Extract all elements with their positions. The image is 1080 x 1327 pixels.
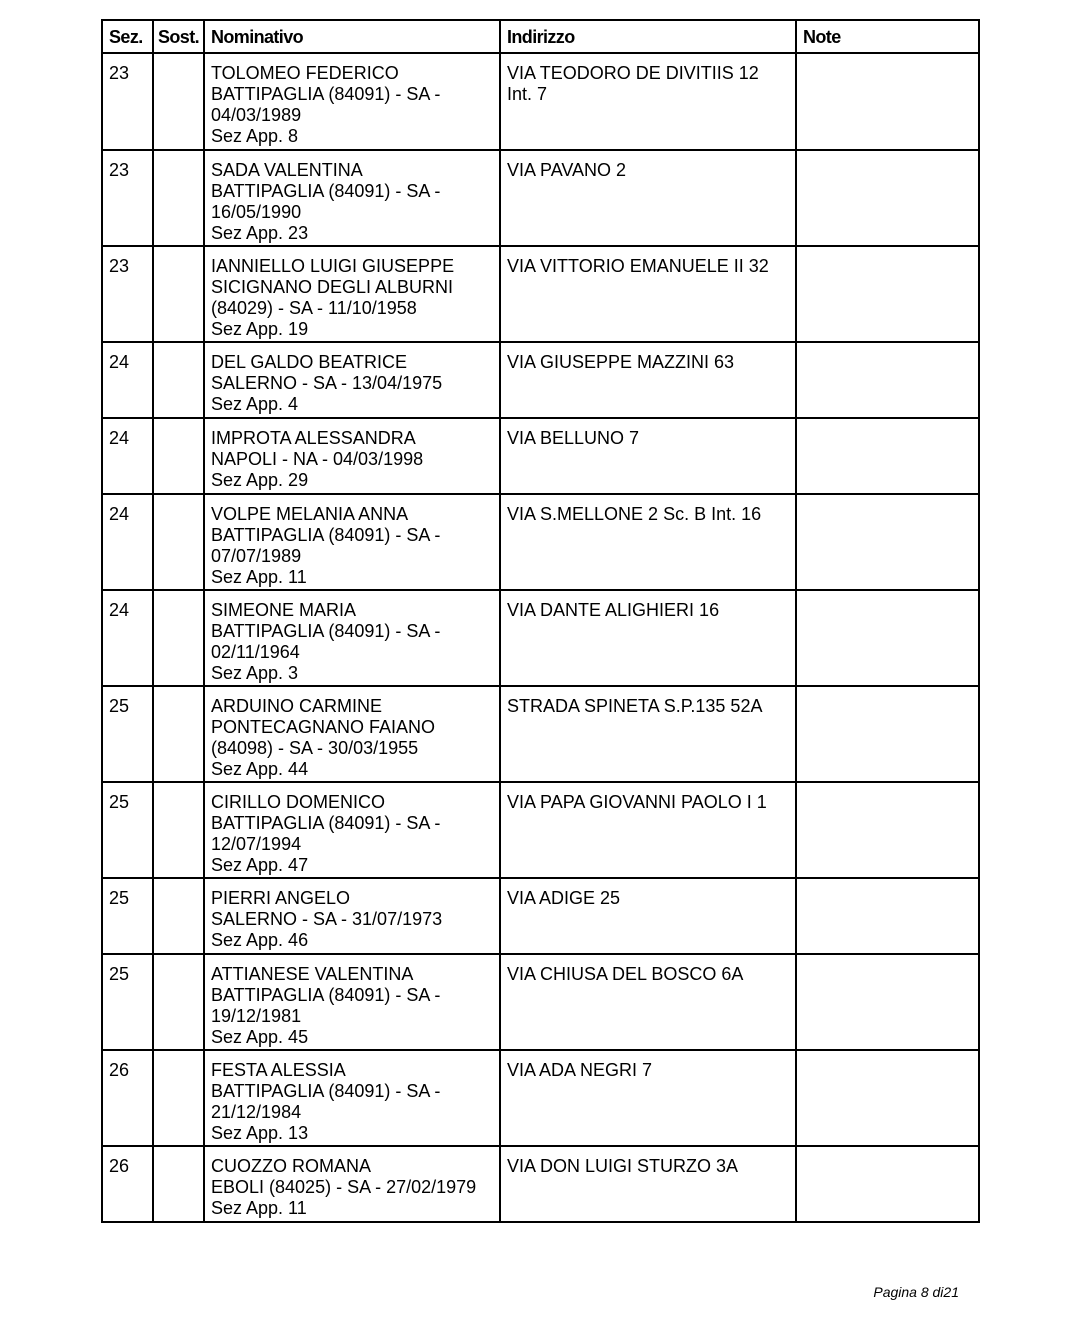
cell-sost [153, 342, 204, 418]
cell-indirizzo [500, 1146, 796, 1222]
cell-nominativo-line: CIRILLO DOMENICO [211, 792, 386, 812]
cell-nominativo [204, 590, 500, 686]
cell-nominativo-line: 21/12/1984 [211, 1102, 302, 1122]
cell-note [796, 1146, 979, 1222]
table-row [102, 494, 979, 590]
cell-sost [153, 150, 204, 246]
cell-note [796, 878, 979, 954]
cell-nominativo-line: VOLPE MELANIA ANNA [211, 504, 409, 524]
cell-sost [153, 878, 204, 954]
table-row [102, 1146, 979, 1222]
cell-nominativo-line: (84029) - SA - 11/10/1958 [211, 298, 417, 318]
cell-nominativo-line: Sez App. 13 [211, 1123, 309, 1143]
cell-note [796, 246, 979, 342]
table-row [102, 150, 979, 246]
table-row [102, 246, 979, 342]
cell-indirizzo [500, 246, 796, 342]
cell-note [796, 782, 979, 878]
cell-indirizzo-line: VIA PAPA GIOVANNI PAOLO I 1 [507, 792, 767, 812]
cell-indirizzo-line: VIA DANTE ALIGHIERI 16 [507, 600, 720, 620]
cell-nominativo-line: EBOLI (84025) - SA - 27/02/1979 [211, 1177, 477, 1197]
cell-nominativo-line: IANNIELLO LUIGI GIUSEPPE [211, 256, 455, 276]
cell-indirizzo [500, 150, 796, 246]
cell-note [796, 1050, 979, 1146]
table-row [102, 342, 979, 418]
cell-indirizzo [500, 590, 796, 686]
cell-sost [153, 686, 204, 782]
table-row [102, 878, 979, 954]
cell-sost [153, 246, 204, 342]
cell-nominativo-line: SIMEONE MARIA [211, 600, 357, 620]
cell-nominativo-line: DEL GALDO BEATRICE [211, 352, 408, 372]
cell-nominativo-line: IMPROTA ALESSANDRA [211, 428, 416, 448]
cell-nominativo-line: Sez App. 3 [211, 663, 299, 683]
cell-nominativo-line: Sez App. 4 [211, 394, 299, 414]
cell-note [796, 53, 979, 150]
header-note: Note [796, 20, 979, 53]
cell-nominativo [204, 1050, 500, 1146]
cell-nominativo-line: Sez App. 29 [211, 470, 309, 490]
voter-roster-table [101, 19, 980, 1223]
cell-nominativo [204, 342, 500, 418]
cell-nominativo-line: FESTA ALESSIA [211, 1060, 346, 1080]
cell-nominativo [204, 418, 500, 494]
cell-note [796, 686, 979, 782]
cell-sez: 26 [102, 1146, 153, 1222]
cell-nominativo-line: CUOZZO ROMANA [211, 1156, 371, 1176]
cell-nominativo-line: Sez App. 8 [211, 126, 299, 146]
table-row [102, 53, 979, 150]
cell-indirizzo-line: VIA CHIUSA DEL BOSCO 6A [507, 964, 744, 984]
cell-indirizzo [500, 342, 796, 418]
table-header [102, 20, 979, 53]
cell-nominativo-line: BATTIPAGLIA (84091) - SA - [211, 1081, 441, 1101]
cell-nominativo-line: Sez App. 46 [211, 930, 309, 950]
header-indirizzo: Indirizzo [500, 20, 796, 53]
table-row [102, 1050, 979, 1146]
cell-nominativo [204, 782, 500, 878]
cell-sez: 24 [102, 418, 153, 494]
cell-note [796, 590, 979, 686]
cell-nominativo-line: Sez App. 19 [211, 319, 309, 339]
cell-sost [153, 494, 204, 590]
cell-nominativo-line: SALERNO - SA - 31/07/1973 [211, 909, 443, 929]
cell-nominativo-line: Sez App. 11 [211, 567, 307, 587]
header-nominativo: Nominativo [204, 20, 500, 53]
cell-nominativo [204, 150, 500, 246]
cell-nominativo [204, 494, 500, 590]
table-row [102, 686, 979, 782]
cell-nominativo-line: TOLOMEO FEDERICO [211, 63, 399, 83]
cell-sez: 25 [102, 878, 153, 954]
cell-nominativo-line: SADA VALENTINA [211, 160, 363, 180]
cell-sez: 25 [102, 954, 153, 1050]
cell-indirizzo [500, 878, 796, 954]
header-sost: Sost. [153, 20, 204, 53]
header-row [102, 20, 979, 53]
cell-sost [153, 954, 204, 1050]
cell-nominativo-line: 19/12/1981 [211, 1006, 302, 1026]
cell-nominativo-line: NAPOLI - NA - 04/03/1998 [211, 449, 424, 469]
table-row [102, 954, 979, 1050]
cell-sez: 25 [102, 686, 153, 782]
cell-nominativo-line: Sez App. 11 [211, 1198, 307, 1218]
cell-nominativo-line: BATTIPAGLIA (84091) - SA - [211, 181, 441, 201]
cell-indirizzo-line: Int. 7 [507, 84, 548, 104]
cell-nominativo-line: ATTIANESE VALENTINA [211, 964, 414, 984]
cell-nominativo-line: SALERNO - SA - 13/04/1975 [211, 373, 443, 393]
cell-nominativo [204, 53, 500, 150]
cell-indirizzo [500, 782, 796, 878]
cell-note [796, 418, 979, 494]
cell-nominativo-line: 16/05/1990 [211, 202, 302, 222]
cell-nominativo-line: Sez App. 44 [211, 759, 309, 779]
cell-indirizzo-line: VIA BELLUNO 7 [507, 428, 640, 448]
cell-sost [153, 590, 204, 686]
cell-nominativo-line: BATTIPAGLIA (84091) - SA - [211, 84, 441, 104]
cell-indirizzo [500, 1050, 796, 1146]
table-body [102, 53, 979, 1222]
cell-indirizzo-line: VIA PAVANO 2 [507, 160, 627, 180]
cell-nominativo-line: BATTIPAGLIA (84091) - SA - [211, 525, 441, 545]
cell-nominativo-line: 12/07/1994 [211, 834, 302, 854]
cell-nominativo-line: 02/11/1964 [211, 642, 300, 662]
cell-indirizzo [500, 53, 796, 150]
cell-note [796, 342, 979, 418]
cell-indirizzo-line: VIA GIUSEPPE MAZZINI 63 [507, 352, 735, 372]
cell-indirizzo-line: STRADA SPINETA S.P.135 52A [507, 696, 763, 716]
cell-nominativo [204, 878, 500, 954]
cell-nominativo-line: BATTIPAGLIA (84091) - SA - [211, 621, 441, 641]
cell-nominativo-line: PIERRI ANGELO [211, 888, 351, 908]
cell-sez: 24 [102, 342, 153, 418]
cell-nominativo [204, 1146, 500, 1222]
cell-note [796, 954, 979, 1050]
cell-sost [153, 1146, 204, 1222]
cell-nominativo-line: Sez App. 23 [211, 223, 309, 243]
cell-sez: 24 [102, 494, 153, 590]
page-number: Pagina 8 di21 [873, 1284, 959, 1300]
cell-nominativo-line: Sez App. 45 [211, 1027, 309, 1047]
cell-nominativo-line: Sez App. 47 [211, 855, 309, 875]
cell-sez: 23 [102, 53, 153, 150]
cell-indirizzo-line: VIA DON LUIGI STURZO 3A [507, 1156, 739, 1176]
cell-nominativo-line: 04/03/1989 [211, 105, 302, 125]
cell-sez: 26 [102, 1050, 153, 1146]
cell-nominativo-line: PONTECAGNANO FAIANO [211, 717, 436, 737]
cell-indirizzo-line: VIA ADA NEGRI 7 [507, 1060, 653, 1080]
table-row [102, 590, 979, 686]
cell-nominativo-line: SICIGNANO DEGLI ALBURNI [211, 277, 454, 297]
cell-sez: 25 [102, 782, 153, 878]
cell-sez: 24 [102, 590, 153, 686]
cell-indirizzo [500, 494, 796, 590]
cell-note [796, 494, 979, 590]
table-row [102, 418, 979, 494]
cell-indirizzo [500, 418, 796, 494]
cell-nominativo-line: (84098) - SA - 30/03/1955 [211, 738, 419, 758]
cell-indirizzo-line: VIA VITTORIO EMANUELE II 32 [507, 256, 769, 276]
cell-nominativo [204, 954, 500, 1050]
cell-indirizzo-line: VIA ADIGE 25 [507, 888, 621, 908]
header-sez: Sez. [102, 20, 153, 53]
cell-sez: 23 [102, 246, 153, 342]
cell-sost [153, 418, 204, 494]
cell-sost [153, 1050, 204, 1146]
table-row [102, 782, 979, 878]
cell-nominativo-line: BATTIPAGLIA (84091) - SA - [211, 985, 441, 1005]
cell-nominativo-line: 07/07/1989 [211, 546, 302, 566]
cell-nominativo [204, 246, 500, 342]
cell-indirizzo-line: VIA S.MELLONE 2 Sc. B Int. 16 [507, 504, 762, 524]
cell-indirizzo [500, 686, 796, 782]
cell-sez: 23 [102, 150, 153, 246]
cell-nominativo-line: ARDUINO CARMINE [211, 696, 383, 716]
cell-nominativo [204, 686, 500, 782]
cell-indirizzo-line: VIA TEODORO DE DIVITIIS 12 [507, 63, 759, 83]
cell-nominativo-line: BATTIPAGLIA (84091) - SA - [211, 813, 441, 833]
cell-indirizzo [500, 954, 796, 1050]
cell-sost [153, 53, 204, 150]
cell-sost [153, 782, 204, 878]
cell-note [796, 150, 979, 246]
